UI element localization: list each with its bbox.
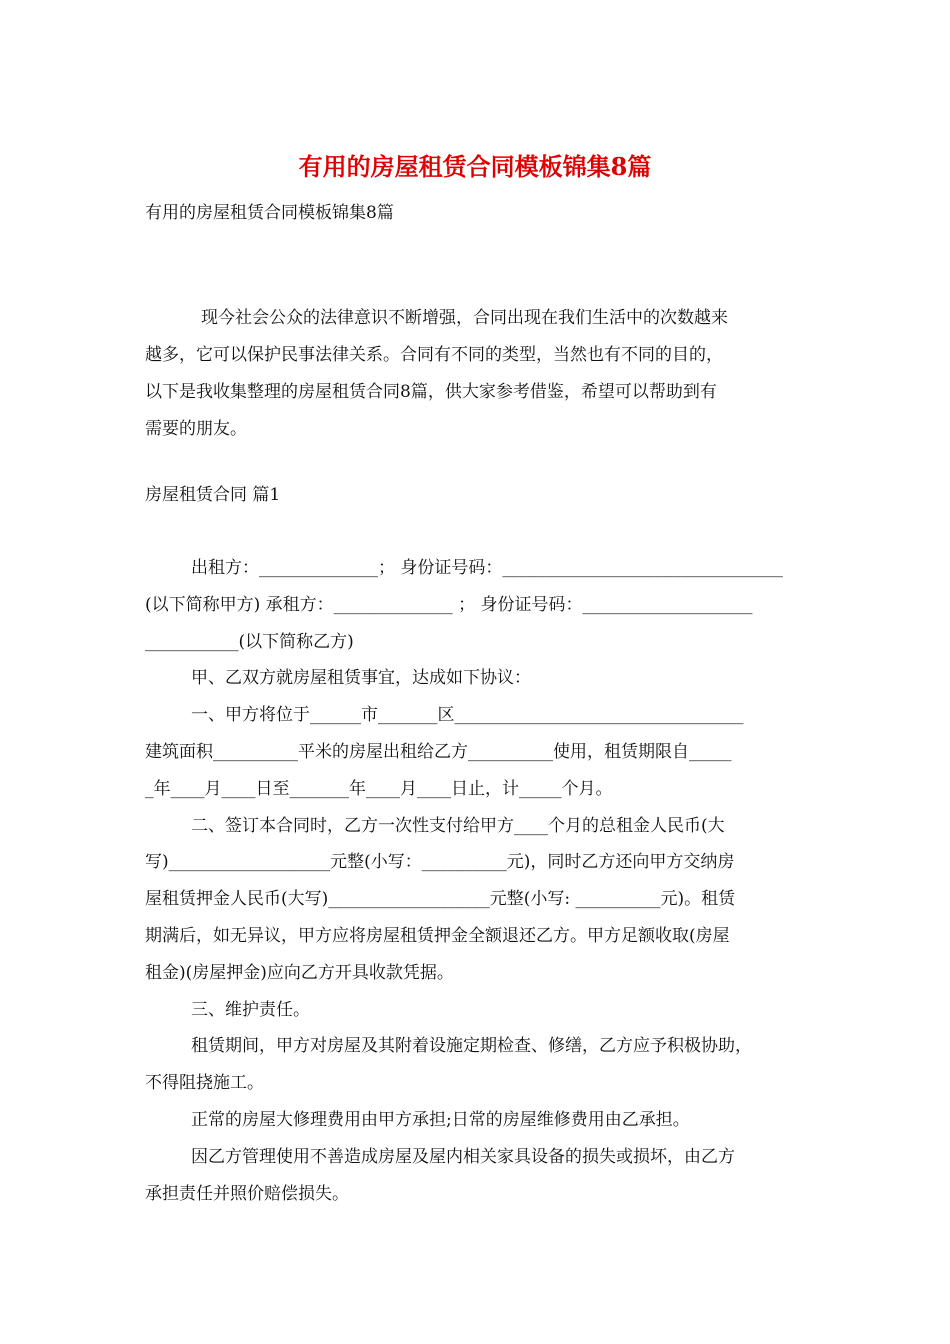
contract-line: 租金)(房屋押金)应向乙方开具收款凭据。 bbox=[145, 962, 454, 983]
document-title: 有用的房屋租赁合同模板锦集8篇 bbox=[298, 152, 652, 181]
section-heading: 房屋租赁合同 篇1 bbox=[145, 485, 281, 505]
contract-line: 建筑面积__________平米的房屋出租给乙方__________使用，租赁期限自_____ bbox=[145, 741, 732, 762]
intro-line: 越多，它可以保护民事法律关系。合同有不同的类型，当然也有不同的目的， bbox=[145, 345, 723, 365]
contract-line: 三、维护责任。 bbox=[191, 999, 310, 1020]
intro-line: 现今社会公众的法律意识不断增强，合同出现在我们生活中的次数越来 bbox=[201, 308, 728, 328]
contract-line: 承担责任并照价赔偿损失。 bbox=[145, 1183, 349, 1204]
contract-line: 写)___________________元整(小写：__________元)，同时乙方还向甲方交纳房 bbox=[145, 852, 735, 873]
contract-body bbox=[145, 550, 815, 1212]
intro-line: 以下是我收集整理的房屋租赁合同8篇，供大家参考借鉴，希望可以帮助到有 bbox=[145, 382, 717, 402]
contract-line: ___________(以下简称乙方) bbox=[145, 631, 354, 652]
contract-line: 二、签订本合同时，乙方一次性支付给甲方____个月的总租金人民币(大 bbox=[191, 815, 725, 836]
contract-line: 因乙方管理使用不善造成房屋及屋内相关家具设备的损失或损坏，由乙方 bbox=[191, 1146, 735, 1167]
contract-line: 屋租赁押金人民币(大写)___________________元整(小写: __________元)。租赁 bbox=[145, 889, 736, 910]
intro-paragraph bbox=[145, 300, 810, 448]
contract-line: _年____月____日至_______年____月____日止，计_____个月。 bbox=[145, 778, 613, 799]
contract-line: 一、甲方将位于______市_______区__________________________________ bbox=[191, 705, 744, 726]
intro-line: 需要的朋友。 bbox=[145, 419, 247, 439]
contract-line: 甲、乙双方就房屋租赁事宜，达成如下协议： bbox=[191, 668, 531, 689]
contract-line: (以下简称甲方) 承租方：______________ ； 身份证号码：____________________ bbox=[145, 594, 753, 615]
contract-line: 不得阻挠施工。 bbox=[145, 1073, 264, 1094]
contract-line: 租赁期间，甲方对房屋及其附着设施定期检查、修缮，乙方应予积极协助， bbox=[191, 1036, 752, 1057]
contract-line: 出租方：______________； 身份证号码：_________________________________ bbox=[191, 558, 783, 578]
contract-line: 正常的房屋大修理费用由甲方承担;日常的房屋维修费用由乙承担。 bbox=[191, 1109, 690, 1130]
document-subtitle: 有用的房屋租赁合同模板锦集8篇 bbox=[145, 203, 394, 223]
contract-line: 期满后，如无异议，甲方应将房屋租赁押金全额退还乙方。甲方足额收取(房屋 bbox=[145, 925, 730, 946]
